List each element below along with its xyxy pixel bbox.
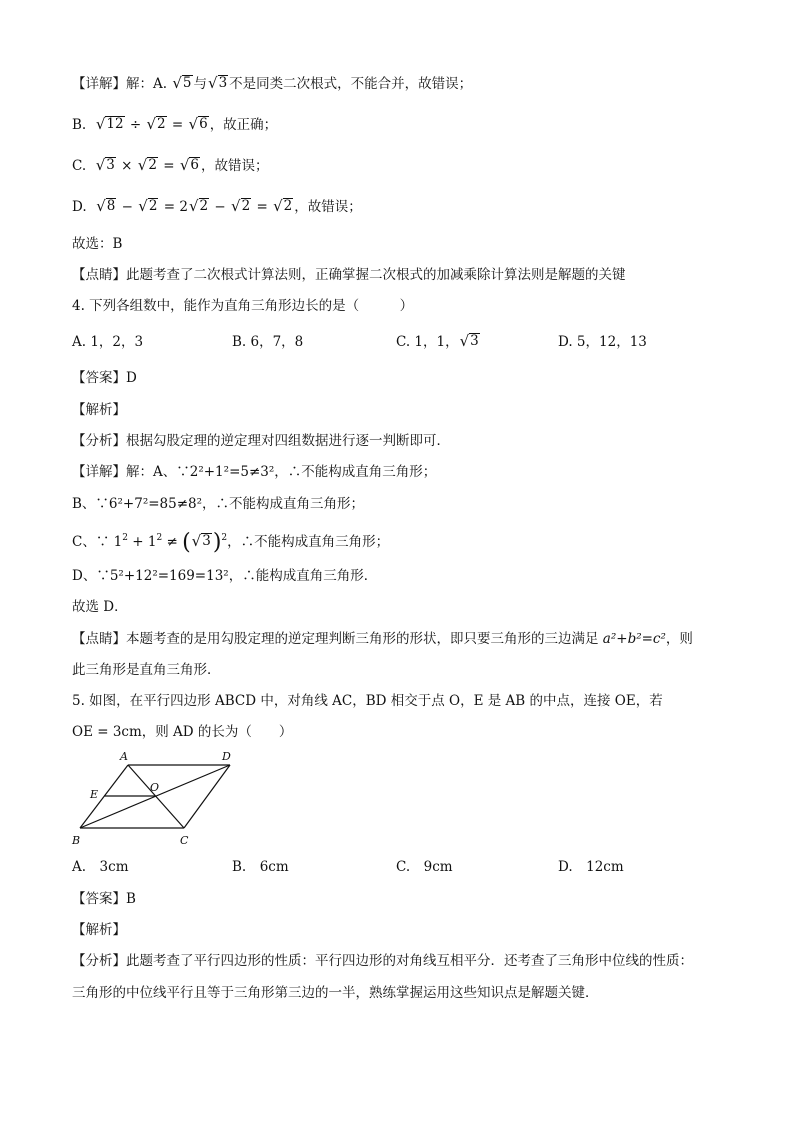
q4-analysis: 【分析】根据勾股定理的逆定理对四组数据进行逐一判断即可． xyxy=(72,433,450,449)
q5-option-c: C. 9cm xyxy=(396,859,453,875)
q5-analysis-1: 【分析】此题考查了平行四边形的性质：平行四边形的对角线互相平分．还考查了三角形中位线的性质： xyxy=(72,953,693,969)
label-o: O xyxy=(150,781,160,794)
q4-detail-b: B、∵6²+7²=85≠8²，∴不能构成直角三角形； xyxy=(72,496,365,512)
q5-answer: 【答案】B xyxy=(72,891,136,907)
q5-option-b: B. 6cm xyxy=(232,859,289,875)
q5-option-d: D. 12cm xyxy=(558,859,624,875)
q4-option-d: D. 5，12，13 xyxy=(558,334,647,350)
sqrt5: √ 5 xyxy=(172,74,192,92)
q3-d-rest: ，故错误； xyxy=(294,199,362,215)
q4-analysis-title: 【解析】 xyxy=(72,402,126,418)
q4-comment-eq: a²+b²=c² xyxy=(602,631,666,647)
q5-stem-1: 5. 如图，在平行四边形 ABCD 中，对角线 AC，BD 相交于点 O，E 是 AB 的中点，连接 OE，若 xyxy=(72,693,663,709)
q4-answer: 【答案】D xyxy=(72,370,137,386)
q3-a-mid: 与 xyxy=(193,76,207,92)
label-d: D xyxy=(222,750,231,763)
q3-choose: 故选：B xyxy=(72,236,123,252)
q4-detail-c: C、∵ $1^2 + 1^2$ ≠ ( √ 3 )$^2$，∴不能构成直角三角形； xyxy=(72,530,390,555)
label-e: E xyxy=(90,788,99,801)
q3-detail-prefix: 【详解】解：A. xyxy=(72,76,168,92)
q3-detail-b: B. √ 12 ÷ √ 2 = √ 6 ，故正确； xyxy=(72,115,278,133)
q4-comment-line2: 此三角形是直角三角形． xyxy=(72,662,221,678)
q3-b-rest: ，故正确； xyxy=(209,117,278,133)
q3-c-prefix: C. xyxy=(72,158,87,174)
q5-option-a: A. 3cm xyxy=(72,859,129,875)
q4-comment-tail: ，则 xyxy=(665,631,693,647)
q3-a-rest: 不是同类二次根式，不能合并，故错误； xyxy=(229,76,473,92)
q4-option-c-text: C. 1，1， xyxy=(396,334,459,350)
q5-analysis-2: 三角形的中位线平行且等于三角形第三边的一半，熟练掌握运用这些知识点是解题关键． xyxy=(72,985,599,1001)
q4-option-a: A. 1，2，3 xyxy=(72,334,144,350)
q5-stem-2: OE = 3cm，则 AD 的长为（ ） xyxy=(72,724,293,740)
q4-comment-line1 xyxy=(72,629,693,649)
q3-detail-a xyxy=(72,74,472,94)
q4-option-b: B. 6，7，8 xyxy=(232,334,304,350)
q4-option-c: C. 1，1， √ 3 xyxy=(396,332,479,350)
parallelogram-figure xyxy=(70,748,250,848)
q3-comment: 【点睛】此题考查了二次根式计算法则，正确掌握二次根式的加减乘除计算法则是解题的关键 xyxy=(72,267,626,283)
q4-comment-text: 【点睛】本题考查的是用勾股定理的逆定理判断三角形的形状，即只要三角形的三边满足 xyxy=(72,631,599,647)
q3-detail-c: C. √ 3 × √ 2 = √ 6 ，故错误； xyxy=(72,156,269,174)
label-b: B xyxy=(72,834,81,847)
q4-detail-a: 【详解】解：A、∵2²+1²=5≠3²，∴不能构成直角三角形； xyxy=(72,464,437,480)
q4-detail-c-rest: ，∴不能构成直角三角形； xyxy=(227,534,390,550)
q3-detail-d: D. √ 8 − √ 2 = 2 √ 2 − √ 2 = √ 2 ，故错误； xyxy=(72,197,362,215)
q3-b-prefix: B. xyxy=(72,117,87,133)
q5-analysis-title: 【解析】 xyxy=(72,922,126,938)
q4-detail-d: D、∵5²+12²=169=13²，∴能构成直角三角形． xyxy=(72,568,378,584)
sqrt3: √ 3 xyxy=(208,74,228,92)
label-c: C xyxy=(180,834,189,847)
q3-d-prefix: D. xyxy=(72,199,87,215)
q4-stem: 4. 下列各组数中，能作为直角三角形边长的是（ ） xyxy=(72,298,414,314)
label-a: A xyxy=(120,750,128,763)
q3-c-rest: ，故错误； xyxy=(201,158,269,174)
q4-choose: 故选 D． xyxy=(72,599,128,615)
